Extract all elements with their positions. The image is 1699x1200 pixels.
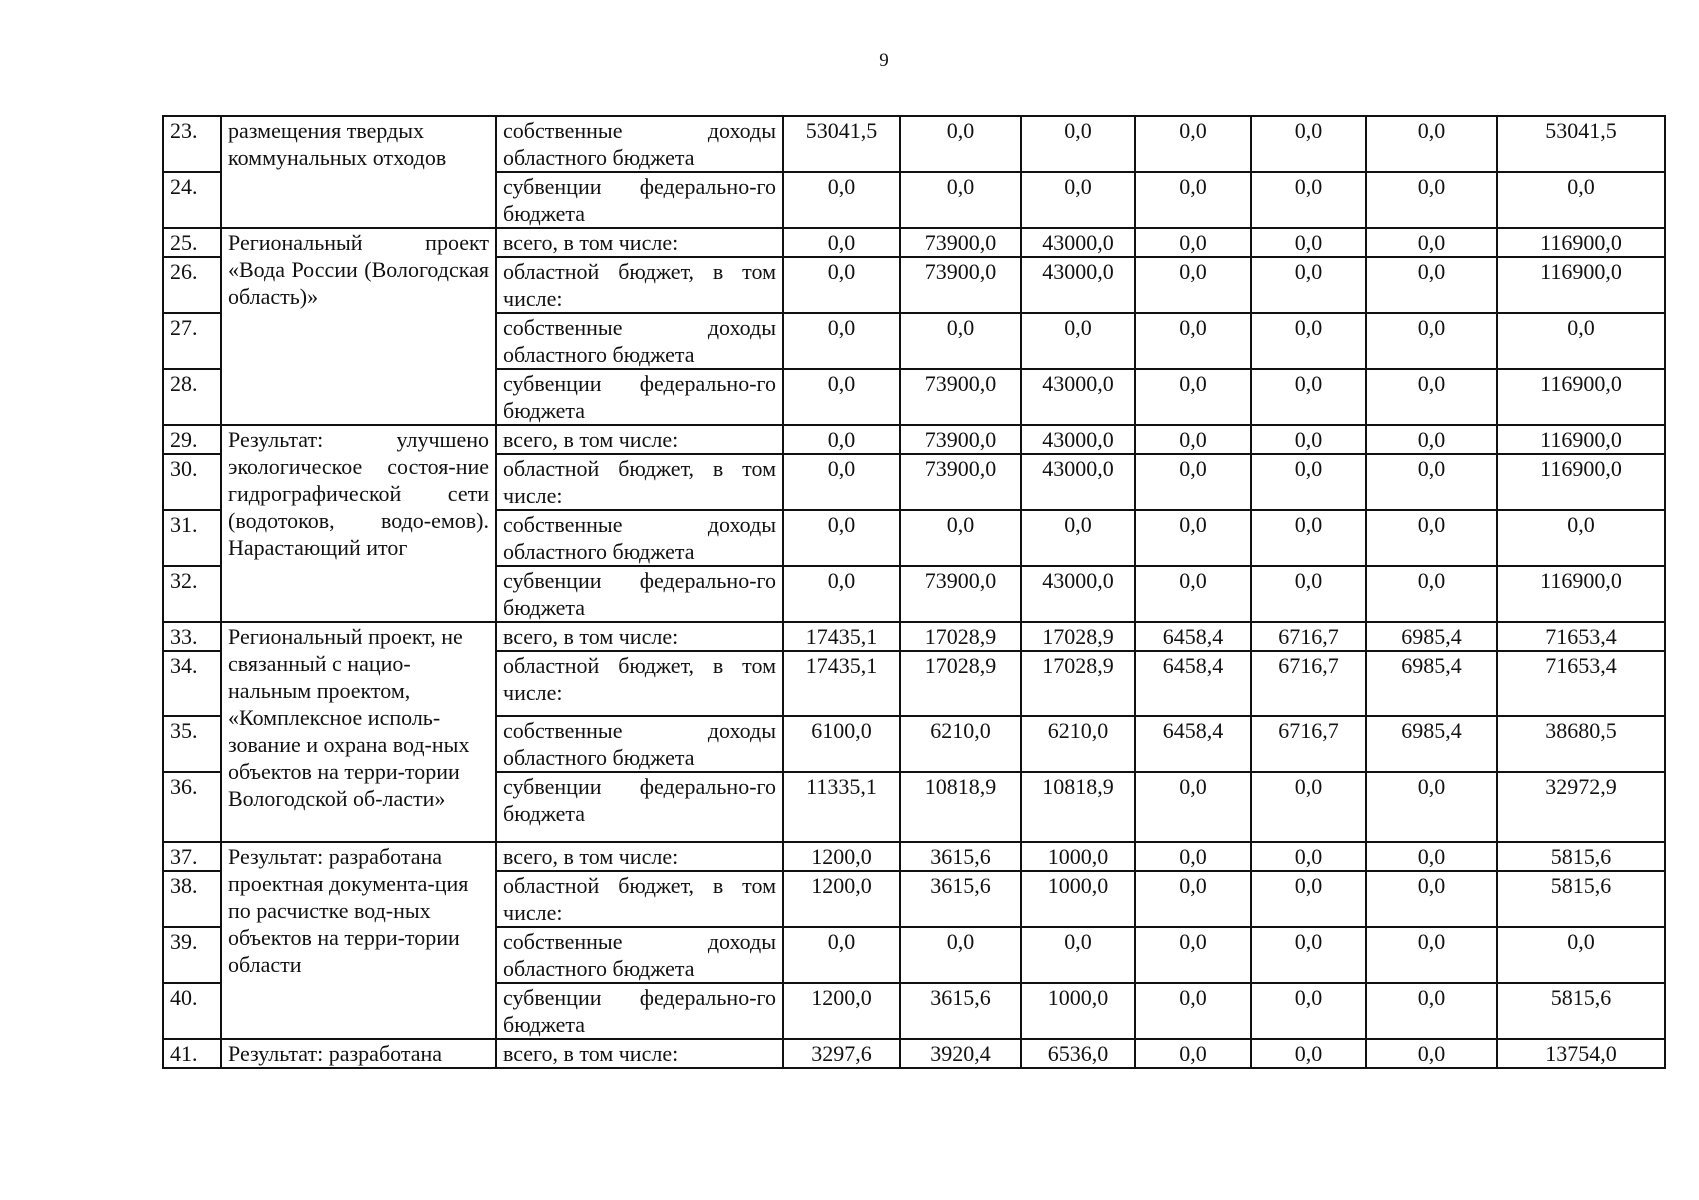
year-value: 0,0 (783, 257, 900, 313)
year-value: 0,0 (1366, 772, 1497, 842)
year-value: 6985,4 (1366, 651, 1497, 716)
year-value: 0,0 (900, 313, 1021, 369)
year-value: 0,0 (783, 228, 900, 257)
year-value: 0,0 (783, 172, 900, 228)
year-value: 73900,0 (900, 257, 1021, 313)
year-value: 43000,0 (1021, 454, 1135, 510)
year-value: 0,0 (783, 510, 900, 566)
funding-source: всего, в том числе: (496, 425, 783, 454)
total-value: 0,0 (1497, 172, 1665, 228)
year-value: 43000,0 (1021, 257, 1135, 313)
year-value: 0,0 (783, 369, 900, 425)
year-value: 6210,0 (900, 716, 1021, 772)
year-value: 0,0 (1135, 871, 1251, 927)
budget-table (162, 115, 1666, 1069)
funding-source: всего, в том числе: (496, 1039, 783, 1068)
year-value: 1200,0 (783, 842, 900, 871)
year-value: 0,0 (1251, 425, 1366, 454)
total-value: 32972,9 (1497, 772, 1665, 842)
year-value: 0,0 (1021, 510, 1135, 566)
funding-source: субвенции федерально-го бюджета (496, 566, 783, 622)
table-row (163, 425, 1665, 454)
year-value: 17435,1 (783, 622, 900, 651)
year-value: 11335,1 (783, 772, 900, 842)
year-value: 0,0 (1366, 1039, 1497, 1068)
row-number: 41. (163, 1039, 221, 1068)
funding-source: всего, в том числе: (496, 622, 783, 651)
year-value: 0,0 (1021, 313, 1135, 369)
year-value: 0,0 (783, 927, 900, 983)
year-value: 3920,4 (900, 1039, 1021, 1068)
year-value: 10818,9 (1021, 772, 1135, 842)
item-name: Результат: разработана (221, 1039, 496, 1068)
year-value: 0,0 (1021, 172, 1135, 228)
year-value: 43000,0 (1021, 369, 1135, 425)
year-value: 43000,0 (1021, 425, 1135, 454)
year-value: 1000,0 (1021, 842, 1135, 871)
total-value: 38680,5 (1497, 716, 1665, 772)
row-number: 35. (163, 716, 221, 772)
year-value: 0,0 (1366, 116, 1497, 172)
year-value: 1000,0 (1021, 871, 1135, 927)
year-value: 0,0 (1135, 116, 1251, 172)
year-value: 0,0 (1366, 172, 1497, 228)
year-value: 0,0 (1251, 116, 1366, 172)
year-value: 0,0 (1251, 172, 1366, 228)
year-value: 17028,9 (900, 651, 1021, 716)
row-number: 37. (163, 842, 221, 871)
year-value: 0,0 (1251, 772, 1366, 842)
year-value: 6716,7 (1251, 716, 1366, 772)
table-row (163, 116, 1665, 172)
row-number: 36. (163, 772, 221, 842)
year-value: 0,0 (1251, 871, 1366, 927)
year-value: 0,0 (1251, 842, 1366, 871)
year-value: 0,0 (1251, 313, 1366, 369)
total-value: 116900,0 (1497, 257, 1665, 313)
year-value: 0,0 (1135, 425, 1251, 454)
funding-source: всего, в том числе: (496, 842, 783, 871)
row-number: 28. (163, 369, 221, 425)
year-value: 0,0 (1135, 257, 1251, 313)
total-value: 5815,6 (1497, 983, 1665, 1039)
year-value: 53041,5 (783, 116, 900, 172)
year-value: 0,0 (1251, 228, 1366, 257)
year-value: 1200,0 (783, 983, 900, 1039)
funding-source: всего, в том числе: (496, 228, 783, 257)
year-value: 6458,4 (1135, 716, 1251, 772)
year-value: 73900,0 (900, 369, 1021, 425)
row-number: 38. (163, 871, 221, 927)
page-number: 9 (879, 50, 889, 71)
year-value: 0,0 (1135, 454, 1251, 510)
year-value: 0,0 (1135, 172, 1251, 228)
total-value: 5815,6 (1497, 842, 1665, 871)
year-value: 0,0 (1366, 871, 1497, 927)
total-value: 116900,0 (1497, 228, 1665, 257)
year-value: 0,0 (1366, 454, 1497, 510)
year-value: 0,0 (1251, 257, 1366, 313)
year-value: 0,0 (1366, 927, 1497, 983)
item-name: Результат: разработана проектная документа-ция по расчистке вод-ных объектов на терри-тории области (221, 842, 496, 1039)
year-value: 0,0 (900, 510, 1021, 566)
row-number: 34. (163, 651, 221, 716)
year-value: 0,0 (1366, 983, 1497, 1039)
row-number: 27. (163, 313, 221, 369)
year-value: 17028,9 (1021, 622, 1135, 651)
year-value: 0,0 (1021, 116, 1135, 172)
total-value: 53041,5 (1497, 116, 1665, 172)
year-value: 17435,1 (783, 651, 900, 716)
total-value: 116900,0 (1497, 425, 1665, 454)
year-value: 0,0 (1366, 566, 1497, 622)
year-value: 17028,9 (1021, 651, 1135, 716)
year-value: 0,0 (1366, 425, 1497, 454)
funding-source: областной бюджет, в том числе: (496, 454, 783, 510)
year-value: 0,0 (1135, 369, 1251, 425)
year-value: 0,0 (1135, 228, 1251, 257)
year-value: 0,0 (1251, 510, 1366, 566)
row-number: 26. (163, 257, 221, 313)
year-value: 0,0 (783, 425, 900, 454)
row-number: 30. (163, 454, 221, 510)
row-number: 39. (163, 927, 221, 983)
total-value: 71653,4 (1497, 651, 1665, 716)
year-value: 0,0 (1251, 566, 1366, 622)
year-value: 6458,4 (1135, 622, 1251, 651)
year-value: 0,0 (1251, 369, 1366, 425)
row-number: 32. (163, 566, 221, 622)
funding-source: собственные доходы областного бюджета (496, 716, 783, 772)
year-value: 0,0 (1366, 257, 1497, 313)
table-row (163, 622, 1665, 651)
year-value: 6210,0 (1021, 716, 1135, 772)
year-value: 0,0 (783, 566, 900, 622)
row-number: 25. (163, 228, 221, 257)
year-value: 0,0 (1251, 983, 1366, 1039)
year-value: 0,0 (1251, 454, 1366, 510)
item-name: Региональный проект «Вода России (Вологодская область)» (221, 228, 496, 425)
year-value: 10818,9 (900, 772, 1021, 842)
year-value: 0,0 (900, 172, 1021, 228)
year-value: 1200,0 (783, 871, 900, 927)
year-value: 6536,0 (1021, 1039, 1135, 1068)
year-value: 0,0 (1135, 772, 1251, 842)
year-value: 0,0 (1135, 313, 1251, 369)
year-value: 0,0 (1366, 842, 1497, 871)
item-name: размещения твердых коммунальных отходов (221, 116, 496, 228)
year-value: 73900,0 (900, 228, 1021, 257)
year-value: 0,0 (1366, 228, 1497, 257)
year-value: 0,0 (1135, 1039, 1251, 1068)
year-value: 6458,4 (1135, 651, 1251, 716)
year-value: 0,0 (1366, 369, 1497, 425)
row-number: 24. (163, 172, 221, 228)
total-value: 13754,0 (1497, 1039, 1665, 1068)
total-value: 116900,0 (1497, 454, 1665, 510)
funding-source: собственные доходы областного бюджета (496, 510, 783, 566)
funding-source: собственные доходы областного бюджета (496, 116, 783, 172)
table-body (163, 116, 1665, 1068)
year-value: 0,0 (1135, 983, 1251, 1039)
item-name: Результат: улучшено экологическое состоя-ние гидрографической сети (водотоков, водо-емов). Нарастающий итог (221, 425, 496, 622)
year-value: 73900,0 (900, 566, 1021, 622)
year-value: 0,0 (783, 313, 900, 369)
funding-source: областной бюджет, в том числе: (496, 871, 783, 927)
year-value: 0,0 (1135, 510, 1251, 566)
year-value: 6716,7 (1251, 651, 1366, 716)
year-value: 6716,7 (1251, 622, 1366, 651)
year-value: 0,0 (1366, 313, 1497, 369)
row-number: 40. (163, 983, 221, 1039)
total-value: 0,0 (1497, 927, 1665, 983)
row-number: 31. (163, 510, 221, 566)
year-value: 3615,6 (900, 842, 1021, 871)
funding-source: собственные доходы областного бюджета (496, 313, 783, 369)
year-value: 3297,6 (783, 1039, 900, 1068)
total-value: 116900,0 (1497, 369, 1665, 425)
row-number: 33. (163, 622, 221, 651)
year-value: 0,0 (900, 116, 1021, 172)
year-value: 6985,4 (1366, 622, 1497, 651)
year-value: 43000,0 (1021, 228, 1135, 257)
total-value: 0,0 (1497, 313, 1665, 369)
total-value: 0,0 (1497, 510, 1665, 566)
year-value: 0,0 (1021, 927, 1135, 983)
total-value: 116900,0 (1497, 566, 1665, 622)
funding-source: субвенции федерально-го бюджета (496, 772, 783, 842)
row-number: 29. (163, 425, 221, 454)
year-value: 3615,6 (900, 983, 1021, 1039)
funding-source: субвенции федерально-го бюджета (496, 369, 783, 425)
table-row (163, 842, 1665, 871)
funding-source: областной бюджет, в том числе: (496, 257, 783, 313)
year-value: 0,0 (900, 927, 1021, 983)
year-value: 6100,0 (783, 716, 900, 772)
funding-source: собственные доходы областного бюджета (496, 927, 783, 983)
total-value: 71653,4 (1497, 622, 1665, 651)
year-value: 6985,4 (1366, 716, 1497, 772)
table-row (163, 228, 1665, 257)
year-value: 0,0 (1251, 927, 1366, 983)
funding-source: субвенции федерально-го бюджета (496, 983, 783, 1039)
year-value: 3615,6 (900, 871, 1021, 927)
row-number: 23. (163, 116, 221, 172)
year-value: 73900,0 (900, 425, 1021, 454)
year-value: 0,0 (1135, 566, 1251, 622)
year-value: 1000,0 (1021, 983, 1135, 1039)
year-value: 0,0 (1251, 1039, 1366, 1068)
year-value: 0,0 (1366, 510, 1497, 566)
year-value: 0,0 (1135, 842, 1251, 871)
total-value: 5815,6 (1497, 871, 1665, 927)
year-value: 43000,0 (1021, 566, 1135, 622)
funding-source: субвенции федерально-го бюджета (496, 172, 783, 228)
year-value: 0,0 (1135, 927, 1251, 983)
item-name: Региональный проект, не связанный с нацио-нальным проектом, «Комплексное исполь-зование и охрана вод-ных объектов на терри-тории Вологодской об-ласти» (221, 622, 496, 842)
year-value: 73900,0 (900, 454, 1021, 510)
table-row (163, 1039, 1665, 1068)
year-value: 0,0 (783, 454, 900, 510)
funding-source: областной бюджет, в том числе: (496, 651, 783, 716)
year-value: 17028,9 (900, 622, 1021, 651)
